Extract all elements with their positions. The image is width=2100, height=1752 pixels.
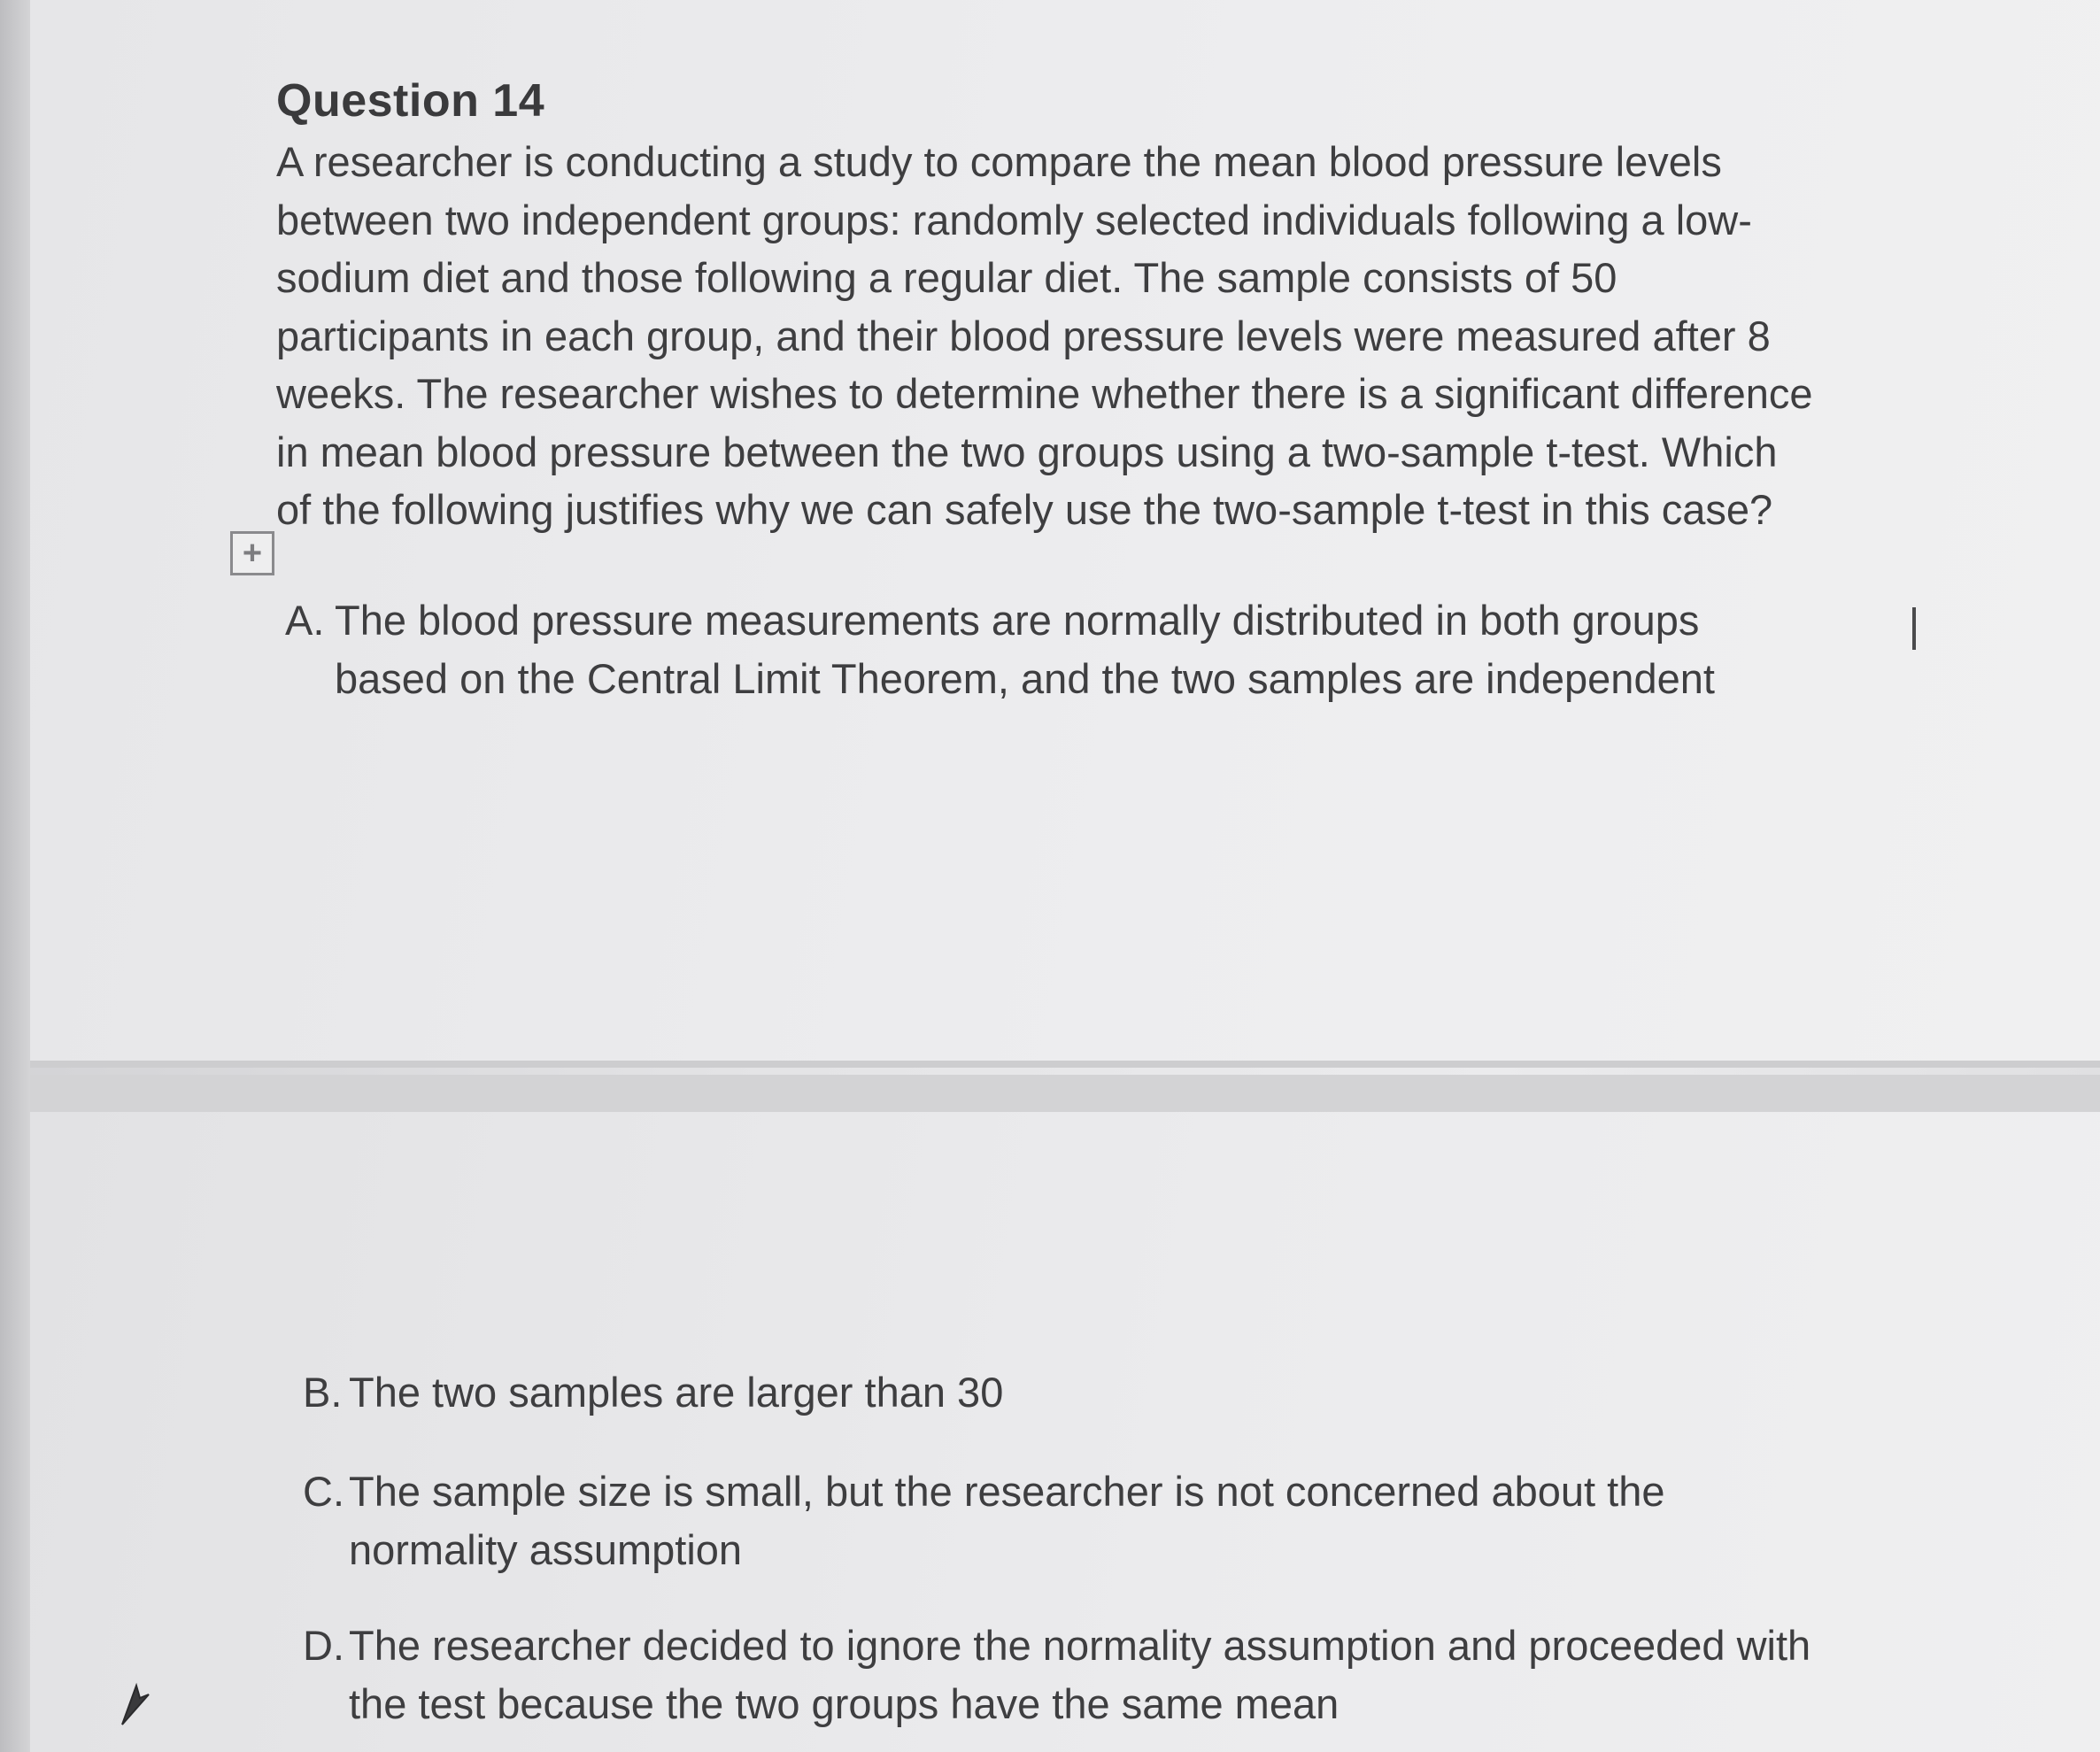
question-line: of the following justifies why we can safely use the two-sample t-test in this case?: [276, 486, 1773, 533]
question-line: participants in each group, and their blood pressure levels were measured after 8: [276, 312, 1771, 359]
option-text: based on the Central Limit Theorem, and the two samples are independent: [335, 655, 1715, 702]
question-line: in mean blood pressure between the two groups using a two-sample t-test. Which: [276, 428, 1778, 475]
answer-option-a[interactable]: [285, 591, 1715, 708]
option-text: The researcher decided to ignore the normality assumption and proceeded with: [349, 1622, 1811, 1669]
text-cursor: [1912, 607, 1916, 650]
answer-option-d[interactable]: [303, 1617, 1810, 1733]
option-text: The two samples are larger than 30: [349, 1369, 1004, 1416]
left-edge: [0, 0, 30, 1752]
option-letter: A.: [285, 597, 325, 644]
question-line: between two independent groups: randomly selected individuals following a low-: [276, 196, 1752, 243]
panel-divider: [30, 1075, 2100, 1112]
answer-option-c[interactable]: [303, 1463, 1665, 1579]
question-line: sodium diet and those following a regular diet. The sample consists of 50: [276, 254, 1617, 301]
plus-box-icon[interactable]: +: [230, 531, 274, 575]
option-letter: D.: [303, 1622, 344, 1669]
question-line: weeks. The researcher wishes to determine whether there is a significant difference: [276, 370, 1813, 417]
question-line: A researcher is conducting a study to compare the mean blood pressure levels: [276, 138, 1722, 185]
option-text: The blood pressure measurements are normally distributed in both groups: [335, 597, 1700, 644]
answer-option-b[interactable]: [303, 1363, 1003, 1422]
option-letter: C.: [303, 1468, 344, 1515]
question-title: Question 14: [276, 75, 545, 127]
option-text: the test because the two groups have the same mean: [349, 1680, 1340, 1727]
mouse-pointer-icon: [117, 1680, 152, 1726]
option-text: normality assumption: [349, 1526, 743, 1573]
option-letter: B.: [303, 1369, 343, 1416]
option-text: The sample size is small, but the researcher is not concerned about the: [349, 1468, 1665, 1515]
question-text: [276, 133, 1923, 539]
